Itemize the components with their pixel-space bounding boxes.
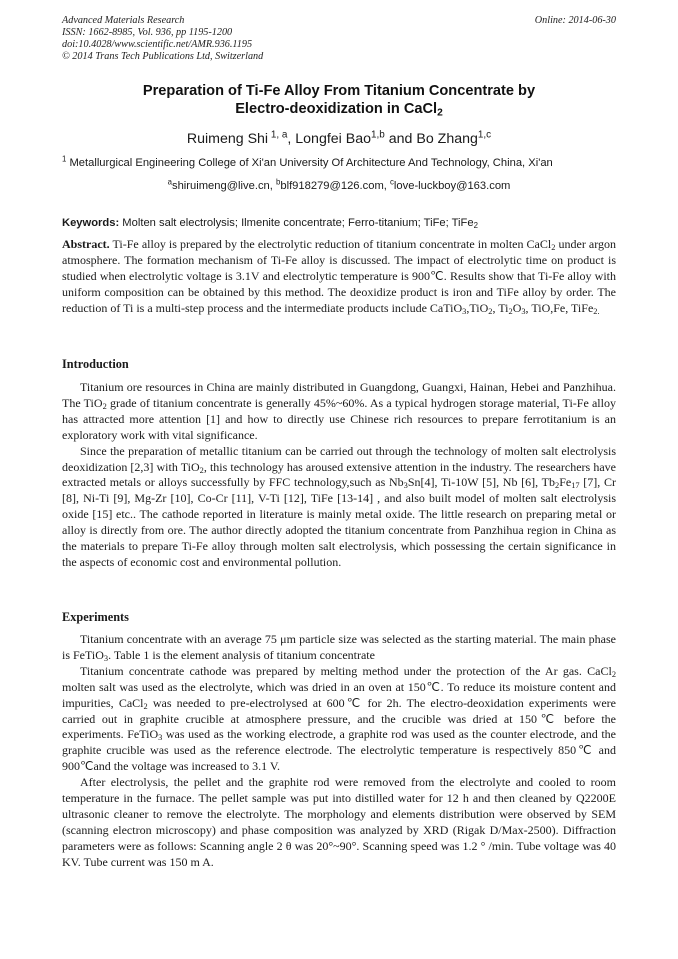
experiments-heading: Experiments — [62, 610, 129, 624]
author-emails: $^a$shiruimeng@live.cn, $^b$blf918279@126.com, $^c$love-luckboy@163.com — [167, 177, 511, 192]
paragraph: After electrolysis, the pellet and the graphite rod were removed from the electrolyte and cooled to room temperature in the furnace. The pellet sample was put into distilled water for 12 h and then cleaned by Q2200E ultrasonic cleaner to remove the electrolyte. The morphology and elements distribution were observed by SEM (scanning electron microscopy) and phase composition was analyzed by XRD (Rigak D/Max-2500). Diffraction parameters were as follows: Scanning angle 2 θ was 20°~90°. Scanning speed was 1.2 ° /min. Tube voltage was 40 KV. Tube current was 150 m A. — [62, 775, 616, 869]
abstract-paragraph: Abstract. Ti-Fe alloy is prepared by the electrolytic reduction of titanium concentrate in molten CaCl$_2$ under argon atmosphere. The formation mechanism of Ti-Fe alloy is discussed. The impact of electrolytic time on product is studied when electrolytic voltage is 3.1V and electrolytic temperature is 900℃. Results show that Ti-Fe alloy with uniform composition can be obtained by this method. The deoxidize product is iron and TiFe alloy by order. The reduction of Ti is a multi-step process and the intermediate products include CaTiO$_3$,TiO$_2$, $Ti_2O_3$, TiO,Fe, TiFe$_{2.}$ — [62, 237, 616, 316]
paragraph: Titanium ore resources in China are mainly distributed in Guangdong, Guangxi, Hainan, Hebei and Panzhihua. The TiO$_2$ grade of titanium concentrate is generally 45%~60%. As a typical hydrogen storage material, Ti-Fe alloy has attracted more attention [1] and how to directly use Chinese rich resources to prepare ferrotitanium is an exploratory work with vital significance. — [62, 380, 616, 442]
journal-copyright: © 2014 Trans Tech Publications Ltd, Switzerland — [62, 51, 264, 62]
email-link[interactable]: blf918279@126.com, — [280, 180, 390, 192]
author-list: Ruimeng Shi $^{1, a}$, Longfei Bao$^{1,b}$ and Bo Zhang$^{1,c}$ — [186, 129, 492, 147]
paragraph: Since the preparation of metallic titanium can be carried out through the technology of molten salt electrolysis deoxidization [2,3] with TiO$_2$, this technology has aroused extensive attention in the industry. The researchers have extracted metals or alloys successfully by FFC technology,such as $Nb_3Sn[4]$, Ti-10W [5], Nb [6], $Tb_2Fe_{17}$ [7], Cr [8], Ni-Ti [9], Mg-Zr [10], Co-Cr [11], V-Ti [12], TiFe [13-14] , and also built model of molten salt electrolysis oxide [15] etc.. The cathode reported in literature is mainly metal oxide. The little research on preparing metal or alloy is directly from ore. The author directly adopted the titanium concentrate from Panzhihua region in China as the materials to prepare Ti-Fe alloy through molten salt electrolysis, which possessing the certain significance in the aspects of economic cost and environmental pollution. — [62, 443, 617, 569]
introduction-heading: Introduction — [62, 357, 129, 371]
email-link[interactable]: shiruimeng@live.cn, — [171, 180, 276, 192]
author-name: Ruimeng Shi — [186, 131, 269, 147]
paragraph: Titanium concentrate cathode was prepared by melting method under the protection of the Ar gas. CaCl$_2$ molten salt was used as the electrolyte, which was dried in an oven at 150℃. To reduce its moisture content and impurities, CaCl$_2$ was needed to pre-electrolysed at 600℃ for 2h. The electro-deoxidation experiments were carried out in graphite crucible at atmosphere pressure, and the crucible was dried at 150℃ before the experiments. FeTiO$_3$ was used as the working electrode, a graphite rod was used as the counter electrode, and the graphite crucible was used as the reference electrode. The electrolytic temperature is respectively 850℃ and 900℃and the voltage was increased to 3.1 V. — [62, 663, 617, 774]
journal-doi: doi:10.4028/www.scientific.net/AMR.936.1195 — [62, 39, 253, 50]
paragraph: Titanium concentrate with an average 75 μm particle size was selected as the starting material. The main phase is FeTiO$_3$. Table 1 is the element analysis of titanium concentrate — [62, 632, 616, 663]
journal-issn: ISSN: 1662-8985, Vol. 936, pp 1195-1200 — [62, 27, 233, 38]
paper-title — [40, 82, 638, 118]
abstract — [62, 237, 616, 317]
experiments-section — [62, 632, 616, 871]
title-line-2: Electro-deoxidization in CaCl$_2$ — [235, 101, 443, 119]
affiliation: $^1$ Metallurgical Engineering College of Xi'an University Of Architecture And Technology, China, Xi'an — [62, 154, 553, 169]
journal-name: Advanced Materials Research — [62, 15, 185, 26]
online-date: Online: 2014-06-30 — [534, 15, 616, 26]
keywords: Keywords: Molten salt electrolysis; Ilmenite concentrate; Ferro-titanium; TiFe; TiFe$_2$ — [62, 217, 478, 230]
email-link[interactable]: love-luckboy@163.com — [393, 180, 511, 192]
title-line-1: Preparation of Ti-Fe Alloy From Titanium Concentrate by — [142, 83, 536, 99]
journal-header — [62, 15, 263, 63]
author-name: Longfei Bao — [295, 131, 372, 147]
author-name: Bo Zhang — [416, 131, 478, 147]
introduction-section — [62, 380, 616, 571]
